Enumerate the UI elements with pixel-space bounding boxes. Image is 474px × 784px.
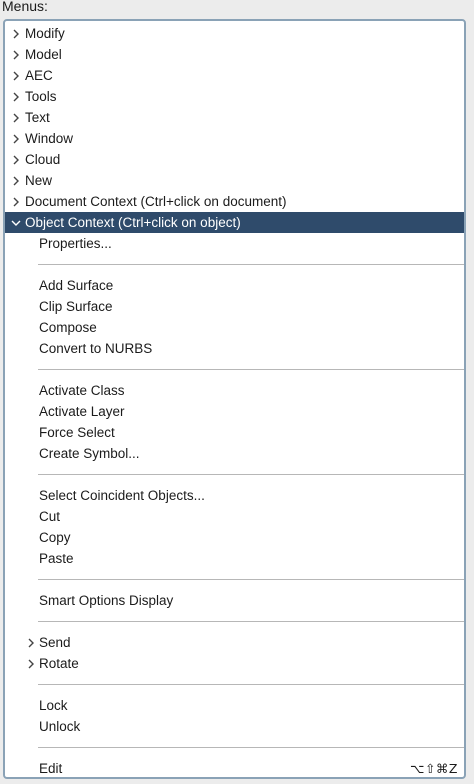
tree-item-label: Text xyxy=(25,110,50,125)
tree-item-aec[interactable] xyxy=(5,65,464,86)
menu-item-label: Add Surface xyxy=(39,278,114,293)
keyboard-shortcut: ⌥⇧⌘Z xyxy=(410,761,458,776)
menu-item-select-coincident-objects[interactable] xyxy=(5,485,464,506)
tree-item-label: Window xyxy=(25,131,74,146)
tree-item-model[interactable] xyxy=(5,44,464,65)
menu-tree-frame xyxy=(3,19,466,779)
menu-item-label: Select Coincident Objects... xyxy=(39,488,205,503)
menu-item-unlock[interactable] xyxy=(5,716,464,737)
menu-item-label: Activate Class xyxy=(39,383,125,398)
chevron-right-icon[interactable] xyxy=(10,107,22,128)
tree-item-object-context[interactable] xyxy=(5,212,464,233)
menu-item-label: Properties... xyxy=(39,236,112,251)
tree-item-cloud[interactable] xyxy=(5,149,464,170)
menu-item-force-select[interactable] xyxy=(5,422,464,443)
chevron-down-icon[interactable] xyxy=(10,212,22,233)
menu-item-lock[interactable] xyxy=(5,695,464,716)
tree-item-label: Model xyxy=(25,47,62,62)
menu-item-label: Clip Surface xyxy=(39,299,113,314)
menu-item-label: Cut xyxy=(39,509,61,524)
menu-tree xyxy=(5,23,464,779)
separator xyxy=(5,359,464,380)
separator xyxy=(5,674,464,695)
menu-item-edit[interactable] xyxy=(5,758,464,779)
chevron-right-icon[interactable] xyxy=(10,170,22,191)
tree-item-label: Object Context (Ctrl+click on object) xyxy=(25,215,241,230)
menu-item-activate-class[interactable] xyxy=(5,380,464,401)
menu-item-add-surface[interactable] xyxy=(5,275,464,296)
menu-item-label: Send xyxy=(39,635,71,650)
chevron-right-icon[interactable] xyxy=(10,65,22,86)
separator xyxy=(5,254,464,275)
menu-item-label: Copy xyxy=(39,530,71,545)
tree-item-label: Cloud xyxy=(25,152,61,167)
menu-item-label: Paste xyxy=(39,551,74,566)
menu-item-create-symbol[interactable] xyxy=(5,443,464,464)
menus-label: Menus: xyxy=(2,0,48,14)
menu-item-send[interactable] xyxy=(5,632,464,653)
chevron-right-icon[interactable] xyxy=(25,653,37,674)
menu-item-compose[interactable] xyxy=(5,317,464,338)
menu-item-copy[interactable] xyxy=(5,527,464,548)
tree-item-modify[interactable] xyxy=(5,23,464,44)
separator xyxy=(5,569,464,590)
tree-item-document-context[interactable] xyxy=(5,191,464,212)
tree-item-new[interactable] xyxy=(5,170,464,191)
menu-item-convert-to-nurbs[interactable] xyxy=(5,338,464,359)
chevron-right-icon[interactable] xyxy=(25,632,37,653)
menu-item-label: Compose xyxy=(39,320,97,335)
tree-item-text[interactable] xyxy=(5,107,464,128)
chevron-right-icon[interactable] xyxy=(10,128,22,149)
tree-item-label: Document Context (Ctrl+click on document) xyxy=(25,194,287,209)
tree-item-label: Tools xyxy=(25,89,57,104)
menu-item-label: Activate Layer xyxy=(39,404,125,419)
menu-item-label: Unlock xyxy=(39,719,81,734)
separator xyxy=(5,611,464,632)
menu-item-label: Lock xyxy=(39,698,68,713)
tree-item-window[interactable] xyxy=(5,128,464,149)
menu-item-label: Convert to NURBS xyxy=(39,341,153,356)
menu-item-label: Edit xyxy=(39,761,63,776)
menu-item-label: Smart Options Display xyxy=(39,593,174,608)
menu-item-paste[interactable] xyxy=(5,548,464,569)
tree-item-label: AEC xyxy=(25,68,53,83)
tree-item-label: New xyxy=(25,173,53,188)
tree-item-label: Modify xyxy=(25,26,65,41)
tree-item-tools[interactable] xyxy=(5,86,464,107)
menu-item-rotate[interactable] xyxy=(5,653,464,674)
menu-item-label: Rotate xyxy=(39,656,79,671)
menu-item-cut[interactable] xyxy=(5,506,464,527)
chevron-right-icon[interactable] xyxy=(10,44,22,65)
separator xyxy=(5,464,464,485)
menu-item-label: Create Symbol... xyxy=(39,446,140,461)
chevron-right-icon[interactable] xyxy=(10,86,22,107)
menu-item-clip-surface[interactable] xyxy=(5,296,464,317)
menu-item-properties[interactable] xyxy=(5,233,464,254)
chevron-right-icon[interactable] xyxy=(10,149,22,170)
menu-item-smart-options-display[interactable] xyxy=(5,590,464,611)
menu-item-label: Force Select xyxy=(39,425,115,440)
separator xyxy=(5,737,464,758)
chevron-right-icon[interactable] xyxy=(10,191,22,212)
menu-item-activate-layer[interactable] xyxy=(5,401,464,422)
chevron-right-icon[interactable] xyxy=(10,23,22,44)
